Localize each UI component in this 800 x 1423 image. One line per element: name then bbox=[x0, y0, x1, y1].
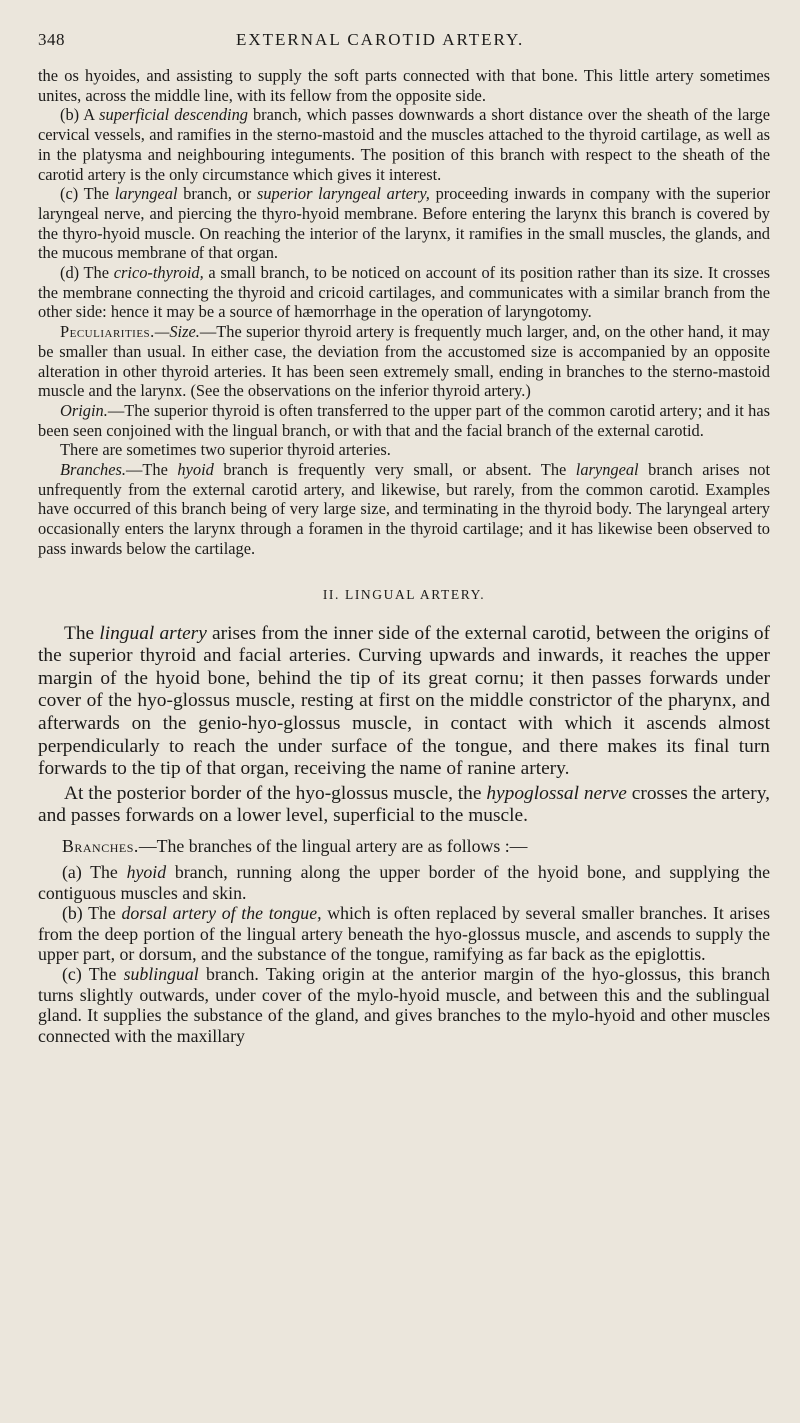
section-title-lingual-artery: II. LINGUAL ARTERY. bbox=[322, 586, 486, 602]
paragraph-laryngeal: (c) The laryngeal branch, or superior laryngeal artery, proceeding inwards in company with the superior laryngeal nerve, and piercing the thyro-hyoid membrane. Before entering the larynx this branch is covered by the thyro-hyoid muscle. On reaching the interior of the larynx, it ramifies in the small muscles, the glands, and the mucous membrane of that organ. bbox=[38, 184, 771, 263]
paragraph-origin: Origin.—The superior thyroid is often transferred to the upper part of the common carotid artery; and it has been seen conjoined with the lingual branch, or with that and the facial branch of the external carotid. bbox=[38, 400, 770, 440]
paragraph-branches-peculiarities: Branches.—The hyoid branch is frequently very small, or absent. The laryngeal branch arises not unfrequently from the external carotid artery, and likewise, but rarely, from the common carotid. Examples have occurred of this branch being of very large size, and terminating in the thyroid body. The laryngeal artery occasionally enters the larynx through a foramen in the thyroid cartilage; and it has likewise been observed to pass inwards below the cartilage. bbox=[38, 460, 770, 558]
running-head: EXTERNAL CAROTID ARTERY. bbox=[236, 30, 525, 49]
lingual-branches bbox=[38, 836, 770, 1046]
superior-thyroid-continuation bbox=[38, 66, 770, 559]
paragraph-hypoglossal-nerve: At the posterior border of the hyo-glossus muscle, the hypoglossal nerve crosses the artery, and passes forwards on a lower level, superficial to the muscle. bbox=[38, 782, 770, 827]
lingual-artery-description bbox=[38, 623, 770, 828]
paragraph-lingual-course: The lingual artery arises from the inner side of the external carotid, between the origins of the superior thyroid and facial arteries. Curving upwards and inwards, it reaches the upper margin of the hyoid bone, behind the tip of its great cornu; it then passes forwards under cover of the hyo-glossus muscle, resting at first on the middle constrictor of the pharynx, and afterwards on the genio-hyo-glossus muscle, in contact with which it ascends almost perpendicularly to reach the under surface of the tongue, and there makes its final turn forwards to the tip of that organ, receiving the name of ranine artery. bbox=[38, 622, 770, 780]
paragraph-superficial-descending: (b) A superficial descending branch, which passes downwards a short distance over the sheath of the large cervical vessels, and ramifies in the sterno-mastoid and the muscles attached to the thyroid cartilage, as well as in the platysma and neighbouring integuments. The position of this branch with respect to the sheath of the carotid artery is the only circumstance which gives it interest. bbox=[38, 105, 770, 184]
page-header bbox=[38, 30, 770, 66]
paragraph-crico-thyroid: (d) The crico-thyroid, a small branch, to be noticed on account of its position rather than its size. It crosses the membrane connecting the thyroid and cricoid cartilages, and communicates with a similar branch from the other side: hence it may be a source of hæmorrhage in the operation of laryngotomy. bbox=[38, 263, 770, 322]
paragraph-peculiarities-size: Peculiarities.—Size.—The superior thyroid artery is frequently much larger, and, on the other hand, it may be smaller than usual. In either case, the deviation from the accustomed size is accompanied by an opposite alteration in other thyroid arteries. It has been seen extremely small, ending in branches to the sterno-mastoid muscle and the larynx. (See the observations on the inferior thyroid artery.) bbox=[38, 322, 770, 401]
paragraph-two-superior-thyroid: There are sometimes two superior thyroid arteries. bbox=[60, 440, 391, 460]
page-number: 348 bbox=[38, 30, 65, 49]
paragraph-hyoid-continued: the os hyoides, and assisting to supply the soft parts connected with that bone. This little artery sometimes unites, across the middle line, with its fellow from the opposite side. bbox=[38, 66, 770, 105]
paragraph-hyoid-branch: (a) The hyoid branch, running along the upper border of the hyoid bone, and supplying the contiguous muscles and skin. bbox=[38, 862, 770, 903]
paragraph-dorsal-artery: (b) The dorsal artery of the tongue, which is often replaced by several smaller branches. It arises from the deep portion of the lingual artery beneath the hyo-glossus muscle, and ascends to supply the upper part, or dorsum, and the substance of the tongue, ramifying as far back as the epiglottis. bbox=[38, 903, 770, 964]
paragraph-branches-heading: Branches.—The branches of the lingual artery are as follows :— bbox=[62, 835, 528, 856]
paragraph-sublingual: (c) The sublingual branch. Taking origin at the anterior margin of the hyo-glossus, this branch turns slightly outwards, under cover of the mylo-hyoid muscle, and between this and the sublingual gland. It supplies the substance of the gland, and gives branches to the mylo-hyoid and other muscles connected with the maxillary bbox=[38, 964, 770, 1046]
